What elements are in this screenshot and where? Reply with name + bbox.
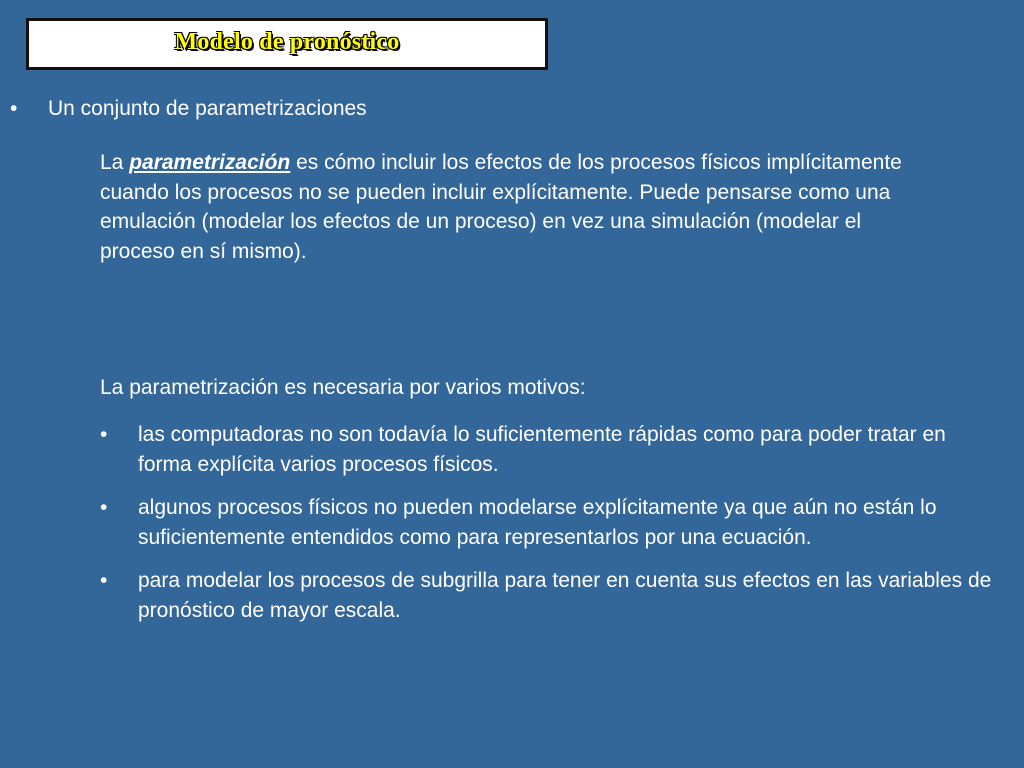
definition-text: es cómo incluir los efectos de los procesos físicos implícitamente cuando los procesos no se pueden incluir explícitamente. Puede pensarse como una emulación (modelar los efectos de un proceso) en vez una simulación (modelar el proceso en sí mismo).: [100, 151, 902, 263]
definition-term: parametrización: [129, 151, 291, 174]
reason-text: las computadoras no son todavía lo suficientemente rápidas como para poder tratar en forma explícita varios procesos físicos.: [138, 423, 946, 476]
reasons-list: [100, 420, 1000, 639]
bullet-dot: •: [10, 97, 18, 120]
title-box: [26, 18, 548, 70]
reasons-intro: La parametrización es necesaria por varios motivos:: [100, 376, 586, 399]
reason-item: [100, 420, 1000, 480]
bullet-dot: •: [100, 423, 108, 446]
reason-text: algunos procesos físicos no pueden modelarse explícitamente ya que aún no están lo suficientemente entendidos como para representarlos por una ecuación.: [138, 496, 937, 549]
slide-title: Modelo de pronóstico: [174, 29, 400, 55]
bullet-dot: •: [100, 496, 108, 519]
main-bullet-text: Un conjunto de parametrizaciones: [48, 97, 367, 120]
reason-item: [100, 493, 1000, 553]
definition-paragraph: [100, 148, 940, 266]
reason-item: [100, 566, 1000, 626]
definition-prefix: La: [100, 151, 130, 174]
bullet-dot: •: [100, 569, 108, 592]
reason-text: para modelar los procesos de subgrilla para tener en cuenta sus efectos en las variables de pronóstico de mayor escala.: [138, 569, 992, 622]
main-bullet: [10, 95, 367, 123]
